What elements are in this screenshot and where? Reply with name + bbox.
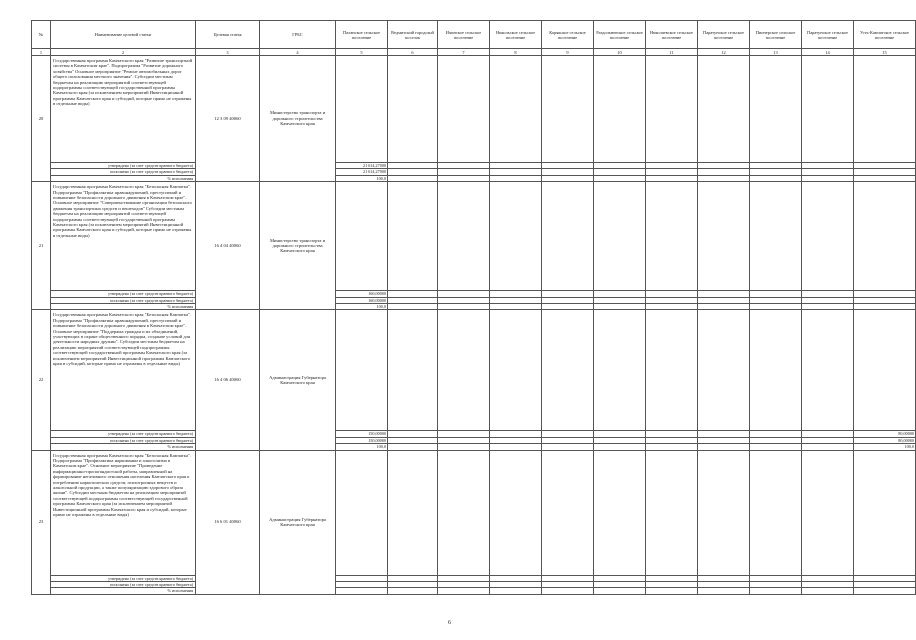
empty-cell	[490, 182, 542, 291]
column-number-cell: 9	[542, 49, 594, 56]
row-number: 22	[32, 310, 51, 450]
value-cell: 21 614,27000	[336, 163, 388, 169]
budget-table-sheet	[31, 20, 914, 595]
column-number-cell: 14	[802, 49, 854, 56]
column-number-cell: 3	[196, 49, 260, 56]
value-cell: 100,0	[336, 175, 388, 181]
column-number-cell: 12	[698, 49, 750, 56]
column-number-cell: 4	[260, 49, 336, 56]
value-cell	[594, 588, 646, 594]
empty-cell	[750, 450, 802, 575]
empty-cell	[490, 310, 542, 431]
value-cell: 21 614,27000	[336, 169, 388, 175]
approved-label: утверждено (за счет средств краевого бюджета)	[51, 163, 196, 169]
column-number-cell: 6	[388, 49, 438, 56]
value-cell	[542, 588, 594, 594]
value-cell	[490, 588, 542, 594]
approved-label: утверждено (за счет средств краевого бюджета)	[51, 291, 196, 297]
empty-cell	[750, 310, 802, 431]
program-description: Государственная программа Камчатского края "Безопасная Камчатка". Подпрограмма "Профилактика наркомании и алкоголизма в Камчатском крае". Основное мероприятие "Проведение информационно-пропагандистской работы, направленной на формирование негативного отношения населения Камчатского края к потреблению наркотических средств, психотропных веществ и алкогольной продукции, а также популяризацию здорового образа жизни". Субсидии местным бюджетам на реализацию мероприятий соответствующей подпрограммы соответствующей государственной программы Камчатского края (за исключением мероприятий Инвестиционной программы Камчатского края и субсидий, которые прямо не отражены в отдельные виды)	[51, 450, 196, 575]
empty-cell	[336, 310, 388, 431]
program-row	[32, 56, 916, 163]
empty-cell	[698, 182, 750, 291]
program-row	[32, 450, 916, 575]
header-cell: №	[32, 21, 51, 49]
program-row	[32, 310, 916, 431]
approved-label: утверждено (за счет средств краевого бюджета)	[51, 575, 196, 581]
empty-cell	[646, 450, 698, 575]
empty-cell	[802, 56, 854, 163]
value-cell: 160,00000	[336, 297, 388, 303]
empty-cell	[438, 450, 490, 575]
header-cell: Наименование целевой статьи	[51, 21, 196, 49]
value-cell: 80,00000	[854, 437, 916, 443]
empty-cell	[802, 450, 854, 575]
grbs-name: Министерство транспорта и дорожного строительства Камчатского края	[260, 182, 336, 310]
grbs-name: Администрация Губернатора Камчатского края	[260, 310, 336, 450]
empty-cell	[698, 450, 750, 575]
empty-cell	[854, 182, 916, 291]
empty-cell	[336, 450, 388, 575]
column-number-cell: 15	[854, 49, 916, 56]
program-description: Государственная программа Камчатского края "Безопасная Камчатка". Подпрограмма "Профилактика правонарушений, преступлений и повышение безопасности дорожного движения в Камчатском крае". Основное мероприятие "Совершенствование организации безопасного движения транспортных средств и пешеходов" Субсидии местным бюджетам на реализацию мероприятий соответствующей подпрограммы соответствующей государственной программы Камчатского края (за исключением мероприятий Инвестиционной программы Камчатского края и субсидий, которые прямо не отражены в отдельные виды)	[51, 182, 196, 291]
header-cell: Корякское сельское поселение	[542, 21, 594, 49]
empty-cell	[750, 182, 802, 291]
value-cell	[336, 588, 388, 594]
executed-label: исполнено (за счет средств краевого бюджета)	[51, 169, 196, 175]
empty-cell	[438, 182, 490, 291]
empty-cell	[802, 310, 854, 431]
value-cell	[750, 588, 802, 594]
empty-cell	[336, 182, 388, 291]
header-cell: Пионерское сельское поселение	[750, 21, 802, 49]
column-number-cell: 7	[438, 49, 490, 56]
budget-table	[31, 20, 916, 595]
column-number-cell: 8	[490, 49, 542, 56]
empty-cell	[698, 310, 750, 431]
empty-cell	[854, 310, 916, 431]
value-cell	[438, 588, 490, 594]
header-cell: Раздольненское сельское поселение	[594, 21, 646, 49]
header-row	[32, 21, 916, 49]
executed-label: исполнено (за счет средств краевого бюджета)	[51, 297, 196, 303]
approved-label: утверждено (за счет средств краевого бюджета)	[51, 431, 196, 437]
percent-label: % исполнения	[51, 444, 196, 450]
empty-cell	[388, 56, 438, 163]
empty-cell	[438, 56, 490, 163]
column-number-cell: 2	[51, 49, 196, 56]
header-cell: Ичинское сельское поселение	[438, 21, 490, 49]
empty-cell	[854, 56, 916, 163]
header-cell: Усть-Камчатское сельское поселение	[854, 21, 916, 49]
row-number: 20	[32, 56, 51, 182]
grbs-name: Администрация Губернатора Камчатского края	[260, 450, 336, 594]
table-body	[32, 56, 916, 595]
empty-cell	[646, 56, 698, 163]
executed-label: исполнено (за счет средств краевого бюджета)	[51, 437, 196, 443]
empty-cell	[388, 310, 438, 431]
target-code: 12 3 09 40060	[196, 56, 260, 182]
value-cell	[802, 588, 854, 594]
empty-cell	[490, 450, 542, 575]
value-cell: 100,0	[336, 303, 388, 309]
empty-cell	[594, 56, 646, 163]
empty-cell	[542, 310, 594, 431]
row-number: 23	[32, 450, 51, 594]
empty-cell	[594, 310, 646, 431]
header-cell: Целевая статья	[196, 21, 260, 49]
empty-cell	[750, 56, 802, 163]
percent-label: % исполнения	[51, 588, 196, 594]
empty-cell	[542, 182, 594, 291]
empty-cell	[542, 56, 594, 163]
column-number-cell: 13	[750, 49, 802, 56]
row-number: 21	[32, 182, 51, 310]
empty-cell	[854, 450, 916, 575]
column-number-cell: 10	[594, 49, 646, 56]
empty-cell	[438, 310, 490, 431]
empty-cell	[646, 182, 698, 291]
value-cell	[854, 588, 916, 594]
percent-label: % исполнения	[51, 303, 196, 309]
header-cell: Паратунское сельское поселение	[698, 21, 750, 49]
value-cell: 80,00000	[854, 431, 916, 437]
header-cell: Николаевское сельское поселение	[646, 21, 698, 49]
header-cell: Никольское сельское поселение	[490, 21, 542, 49]
executed-label: исполнено (за счет средств краевого бюджета)	[51, 581, 196, 587]
grbs-name: Министерство транспорта и дорожного строительства Камчатского края	[260, 56, 336, 182]
percent-label: % исполнения	[51, 175, 196, 181]
value-cell: 100,0	[854, 444, 916, 450]
value-cell: 100,0	[336, 444, 388, 450]
program-row	[32, 182, 916, 291]
empty-cell	[594, 450, 646, 575]
column-number-cell: 1	[32, 49, 51, 56]
empty-cell	[490, 56, 542, 163]
empty-cell	[646, 310, 698, 431]
empty-cell	[802, 182, 854, 291]
value-cell	[388, 588, 438, 594]
percent-row	[32, 588, 916, 594]
column-number-cell: 5	[336, 49, 388, 56]
empty-cell	[594, 182, 646, 291]
value-cell: 160,00000	[336, 291, 388, 297]
value-cell: 150,00000	[336, 431, 388, 437]
column-number-row	[32, 49, 916, 56]
empty-cell	[388, 450, 438, 575]
empty-cell	[336, 56, 388, 163]
page-number: 6	[448, 620, 451, 626]
header-cell: ГРБС	[260, 21, 336, 49]
header-cell: Ведмитский городской поселок	[388, 21, 438, 49]
target-code: 16 4 04 40060	[196, 182, 260, 310]
value-cell	[646, 588, 698, 594]
value-cell: 150,00000	[336, 437, 388, 443]
value-cell	[698, 588, 750, 594]
header-cell: Паланское сельское поселение	[336, 21, 388, 49]
column-number-cell: 11	[646, 49, 698, 56]
empty-cell	[388, 182, 438, 291]
header-cell: Паратунское сельское поселение	[802, 21, 854, 49]
target-code: 16 6 01 40060	[196, 450, 260, 594]
empty-cell	[698, 56, 750, 163]
program-description: Государственная программа Камчатского края "Развитие транспортной системы в Камчатском крае". Подпрограмма "Развитие дорожного хозяйства" Основное мероприятие "Ремонт автомобильных дорог общего пользования местного значения". Субсидии местным бюджетам на реализацию мероприятий соответствующей подпрограммы соответствующей государственной программы Камчатского края (за исключением мероприятий Инвестиционной программы Камчатского края и субсидий, которые прямо не отражены в отдельные виды)	[51, 56, 196, 163]
program-description: Государственная программа Камчатского края "Безопасная Камчатка". Подпрограмма "Профилактика правонарушений, преступлений и повышение безопасности дорожного движения в Камчатском крае". Основное мероприятие "Поддержка граждан и их объединений, участвующих в охране общественного порядка, создание условий для деятельности народных дружин". Субсидии местным бюджетам на реализацию мероприятий соответствующей подпрограммы соответствующей государственной программы Камчатского края (за исключением мероприятий Инвестиционной программы Камчатского края и субсидий, которые прямо не отражены в отдельные виды)	[51, 310, 196, 431]
empty-cell	[542, 450, 594, 575]
target-code: 16 4 06 40060	[196, 310, 260, 450]
